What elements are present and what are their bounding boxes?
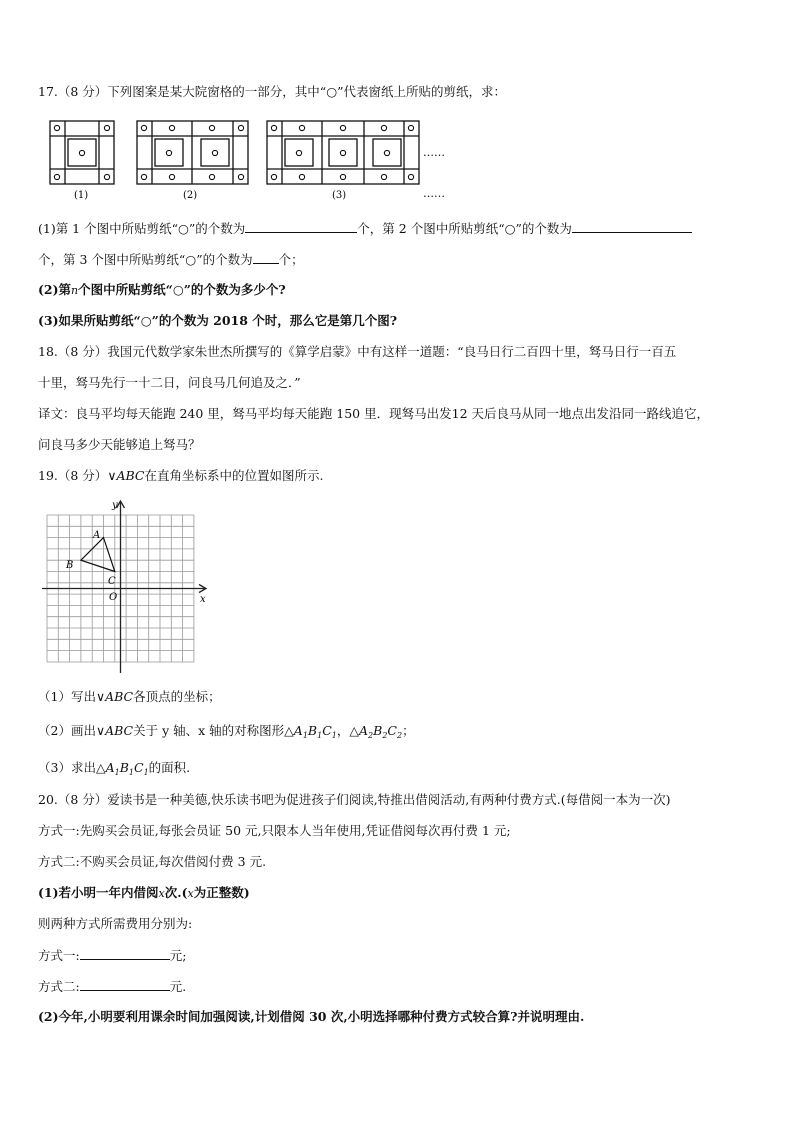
- q19-p2-text-a: （2）画出: [38, 723, 96, 738]
- q20-cost-intro: 则两种方式所需费用分别为:: [38, 916, 193, 931]
- q17-part3: (3)如果所贴剪纸“○”的个数为 2018 个时，那么它是第几个图?: [38, 313, 398, 328]
- q19-part2: [38, 723, 415, 744]
- q19-p2-text-b: 关于 y 轴、x 轴的对称图形: [133, 723, 285, 738]
- q20-cost2-label: 方式二:: [38, 979, 80, 994]
- vertex-label-a: A: [93, 530, 101, 541]
- figure-label-2: (2): [183, 190, 198, 200]
- window-pattern-1: [50, 121, 114, 184]
- q17-p1-text-a: (1)第 1 个图中所贴剪纸“○”的个数为: [38, 221, 246, 236]
- q19-p1-text-b: 各顶点的坐标；: [133, 689, 221, 704]
- q20-cost1-label: 方式一:: [38, 948, 80, 963]
- q17-figure: [40, 116, 460, 200]
- q18-line1: 18.（8 分）我国元代数学家朱世杰所撰写的《算学启蒙》中有这样一道题：“良马日行二百四十里，驽马日行一百五: [38, 344, 677, 359]
- q20-method2: 方式二:不购买会员证,每次借阅付费 3 元.: [38, 854, 267, 869]
- q19-part1: [38, 689, 221, 705]
- q18-line2: 十里，驽马先行一十二日，问良马几何追及之．”: [38, 375, 301, 390]
- window-pattern-2: [137, 121, 248, 184]
- q17-p2-text-b: 个图中所贴剪纸“○”的个数为多少个?: [78, 282, 286, 297]
- q19-stem: [38, 468, 323, 484]
- q19-stem-b: 在直角坐标系中的位置如图所示.: [144, 468, 324, 483]
- q17-p1-text-b: 个，第 2 个图中所贴剪纸“○”的个数为: [357, 221, 572, 236]
- answer-blank-3[interactable]: [253, 251, 279, 264]
- q20-cost1: [38, 947, 186, 964]
- q17-part1-line1: [38, 220, 692, 237]
- q17-stem: 17.（8 分）下列图案是某大院窗格的一部分，其中“○”代表窗纸上所贴的剪纸，求：: [38, 84, 506, 99]
- x-axis-label: x: [200, 594, 206, 605]
- continuation-dots-1: ……: [423, 146, 445, 159]
- q20-p1-text-a: (1)若小明一年内借阅: [38, 885, 159, 900]
- triangle-abc: [81, 538, 115, 572]
- q19-p3-text-b: 的面积.: [148, 760, 191, 775]
- answer-blank-method2[interactable]: [80, 978, 170, 991]
- q20-p1-text-b: 次.(: [164, 885, 188, 900]
- figure-label-3: (3): [332, 190, 347, 200]
- figure-label-1: (1): [74, 190, 89, 200]
- q20-p1-text-c: 为正整数): [193, 885, 250, 900]
- triangle-abc-symbol: ∨ABC: [95, 689, 134, 704]
- coordinate-grid: [40, 498, 215, 676]
- answer-blank-method1[interactable]: [80, 947, 170, 960]
- q17-p1-text-c: 个，第 3 个图中所贴剪纸“○”的个数为: [38, 252, 253, 267]
- triangle-a1b1c1-symbol: $\triangle A_1B_1C_1$: [284, 723, 337, 740]
- q20-stem: 20.（8 分）爱读书是一种美德,快乐读书吧为促进孩子们阅读,特推出借阅活动,有两种付费方式.(每借阅一本为一次): [38, 792, 671, 807]
- triangle-a1b1c1-symbol: $\triangle A_1B_1C_1$: [95, 760, 149, 777]
- q20-method1: 方式一:先购买会员证,每张会员证 50 元,只限本人当年使用,凭证借阅每次再付费 1 元;: [38, 823, 511, 838]
- q20-cost2: [38, 978, 186, 995]
- vertex-label-c: C: [108, 576, 116, 587]
- q20-part1: [38, 885, 250, 902]
- q17-part2: [38, 282, 286, 299]
- q19-p1-text-a: （1）写出: [38, 689, 96, 704]
- continuation-dots-2: ……: [423, 187, 445, 200]
- q20-part2: (2)今年,小明要利用课余时间加强阅读,计划借阅 30 次,小明选择哪种付费方式较合算?并说明理由.: [38, 1009, 585, 1024]
- q17-part1-line2: [38, 251, 304, 268]
- y-axis-label: y: [112, 500, 118, 511]
- triangle-a2b2c2-symbol: $\triangle A_2B_2C_2$: [349, 723, 403, 740]
- variable-x: x: [158, 887, 165, 900]
- triangle-abc-symbol: ∨ABC: [95, 723, 134, 738]
- vertex-label-b: B: [66, 560, 74, 571]
- variable-n: n: [71, 284, 79, 297]
- q20-cost2-unit: 元.: [169, 979, 187, 994]
- q17-p2-text-a: (2)第: [38, 282, 72, 297]
- variable-x: x: [187, 887, 194, 900]
- q18-line4: 问良马多少天能够追上驽马？: [38, 437, 201, 452]
- answer-blank-1[interactable]: [245, 220, 357, 233]
- q19-p3-text-a: （3）求出: [38, 760, 96, 775]
- q19-p2-text-d: ；: [402, 723, 415, 738]
- origin-label: O: [109, 592, 118, 603]
- q19-part3: [38, 760, 190, 781]
- q17-p1-text-d: 个；: [278, 252, 304, 267]
- answer-blank-2[interactable]: [572, 220, 692, 233]
- q18-line3: 译文：良马平均每天能跑 240 里，驽马平均每天能跑 150 里．现驽马出发12 天后良马从同一地点出发沿同一路线追它，: [38, 406, 709, 421]
- q19-stem-a: 19.（8 分）: [38, 468, 108, 483]
- triangle-abc-symbol: ∨ABC: [107, 468, 145, 483]
- q19-p2-text-c: ，: [336, 723, 350, 738]
- q20-cost1-unit: 元;: [169, 948, 187, 963]
